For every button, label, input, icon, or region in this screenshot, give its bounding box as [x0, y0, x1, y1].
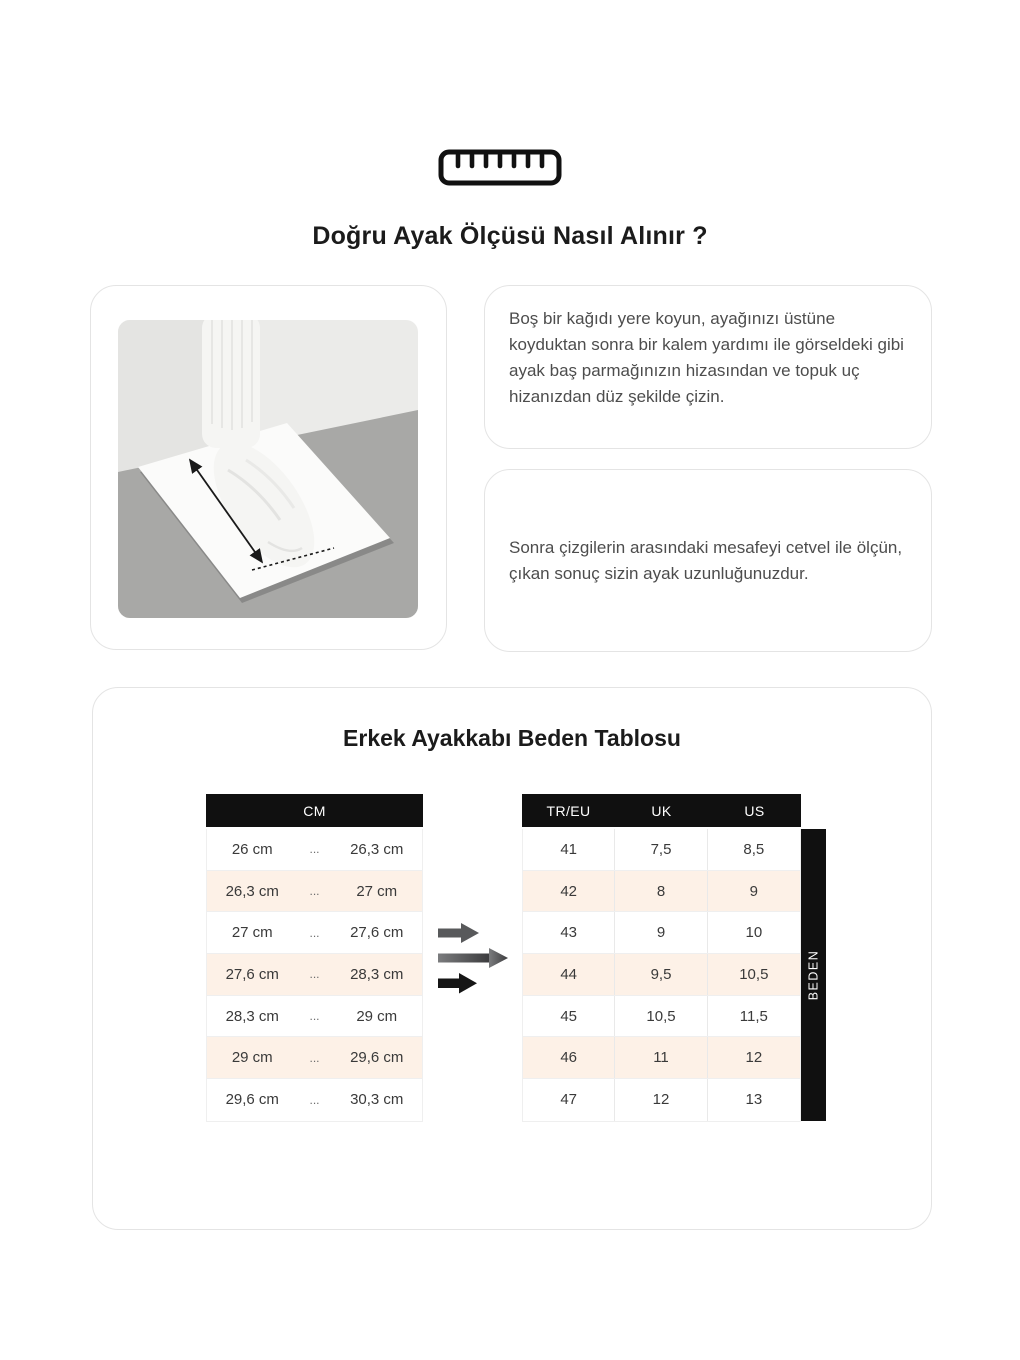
cm-cell-dots: ...	[309, 1009, 320, 1024]
size-table-header-treu: TR/EU	[546, 802, 591, 819]
cm-table-row	[207, 912, 422, 954]
size-chart-title: Erkek Ayakkabı Beden Tablosu	[343, 725, 681, 751]
size-table-row	[523, 1037, 800, 1079]
measurement-photo-card	[90, 285, 447, 650]
size-cell: 12	[745, 1049, 763, 1067]
foot-measurement-photo	[118, 320, 418, 618]
size-table-header-uk: UK	[651, 802, 672, 819]
size-cell: 46	[523, 1037, 615, 1078]
cm-cell-from: 29,6 cm	[225, 1091, 279, 1109]
cm-table	[206, 794, 423, 1122]
size-cell: 42	[523, 871, 615, 912]
size-cell: 7,5	[615, 829, 707, 870]
cm-cell-from: 29 cm	[231, 1049, 273, 1067]
size-cell: 11,5	[739, 1007, 768, 1025]
cm-cell-dots: ...	[309, 884, 320, 899]
triple-right-arrows-icon	[437, 922, 515, 994]
size-table-row	[523, 954, 800, 996]
cm-cell-to: 27 cm	[356, 882, 398, 900]
size-cell: 45	[523, 996, 615, 1037]
size-cell: 10	[745, 924, 763, 942]
size-cell: 10,5	[615, 996, 707, 1037]
cm-cell-from: 27,6 cm	[225, 965, 279, 983]
size-cell: 47	[523, 1079, 615, 1121]
size-cell: 13	[745, 1091, 763, 1109]
instruction-step-1: Boş bir kağıdı yere koyun, ayağınızı üstüne koyduktan sonra bir kalem yardımı ile görseldeki gibi ayak baş parmağınızın hizasından ve topuk uç hizanızdan düz şekilde çizin.	[509, 309, 904, 406]
cm-table-header: CM	[206, 794, 423, 827]
cm-cell-from: 27 cm	[231, 924, 273, 942]
size-table-header-us: US	[744, 802, 765, 819]
size-cell: 43	[523, 912, 615, 953]
cm-table-body	[206, 829, 423, 1122]
cm-cell-dots: ...	[309, 1092, 320, 1107]
cm-table-row	[207, 829, 422, 871]
cm-cell-to: 26,3 cm	[350, 840, 404, 858]
cm-cell-dots: ...	[309, 967, 320, 982]
cm-cell-from: 26,3 cm	[225, 882, 279, 900]
cm-cell-to: 28,3 cm	[350, 965, 404, 983]
size-table-row	[523, 912, 800, 954]
size-cell: 8	[615, 871, 707, 912]
cm-table-row	[207, 954, 422, 996]
ruler-icon	[438, 149, 562, 186]
size-chart-card	[92, 687, 932, 1230]
cm-table-row	[207, 996, 422, 1038]
cm-cell-dots: ...	[309, 1050, 320, 1065]
size-cell: 44	[523, 954, 615, 995]
size-cell: 9	[749, 882, 758, 900]
size-table-row	[523, 829, 800, 871]
size-cell: 41	[523, 829, 615, 870]
size-table-header	[522, 794, 801, 827]
instruction-card-1	[484, 285, 932, 449]
size-table-row	[523, 871, 800, 913]
cm-cell-from: 28,3 cm	[225, 1007, 279, 1025]
beden-side-label: BEDEN	[801, 829, 826, 1121]
size-table	[522, 794, 801, 1122]
cm-table-row	[207, 1079, 422, 1121]
cm-cell-dots: ...	[309, 842, 320, 857]
cm-cell-to: 29 cm	[356, 1007, 398, 1025]
size-cell: 11	[615, 1037, 707, 1078]
instruction-card-2	[484, 469, 932, 652]
cm-cell-to: 27,6 cm	[350, 924, 404, 942]
instruction-step-2: Sonra çizgilerin arasındaki mesafeyi cetvel ile ölçün, çıkan sonuç sizin ayak uzunluğunuzdur.	[509, 537, 903, 583]
size-table-body	[522, 829, 801, 1122]
cm-cell-dots: ...	[309, 925, 320, 940]
size-table-row	[523, 1079, 800, 1121]
size-table-row	[523, 996, 800, 1038]
cm-table-row	[207, 1037, 422, 1079]
page-title: Doğru Ayak Ölçüsü Nasıl Alınır ?	[312, 222, 708, 250]
size-cell: 9,5	[615, 954, 707, 995]
cm-table-row	[207, 871, 422, 913]
size-cell: 9	[615, 912, 707, 953]
size-cell: 12	[615, 1079, 707, 1121]
size-cell: 10,5	[739, 965, 769, 983]
cm-cell-from: 26 cm	[231, 840, 273, 858]
size-cell: 8,5	[743, 840, 765, 858]
cm-cell-to: 30,3 cm	[350, 1091, 404, 1109]
cm-cell-to: 29,6 cm	[350, 1049, 404, 1067]
